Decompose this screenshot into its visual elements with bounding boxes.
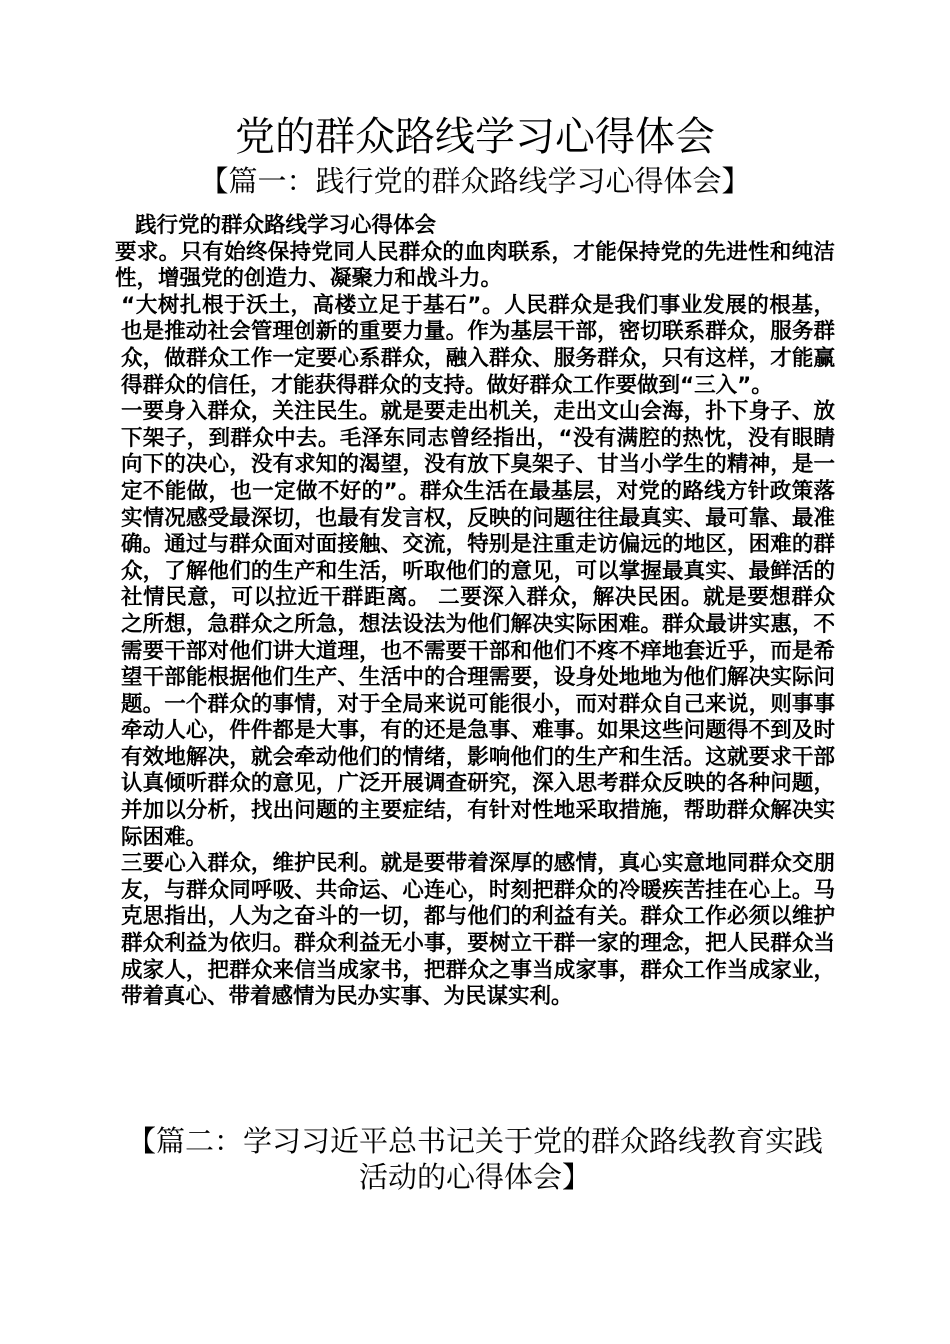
- paragraph-4: 三要心入群众，维护民利。就是要带着深厚的感情，真心实意地同群众交朋友，与群众同呼吸、共命运、心连心，时刻把群众的冷暖疾苦挂在心上。马克思指出，人为之奋斗的一切，都与他们的利益有关。群众工作必须以维护群众利益为依归。群众利益无小事，要树立干群一家的理念，把人民群众当成家人，把群众来信当成家书，把群众之事当成家事，群众工作当成家业，带着真心、带着感情为民办实事、为民谋实利。: [121, 851, 835, 1010]
- paragraph-2: “大树扎根于沃土，高楼立足于基石”。人民群众是我们事业发展的根基，也是推动社会管理创新的重要力量。作为基层干部，密切联系群众，服务群众，做群众工作一定要心系群众，融入群众、服务群众，只有这样，才能赢得群众的信任，才能获得群众的支持。做好群众工作要做到“三入”。: [121, 292, 835, 398]
- paragraph-1: 要求。只有始终保持党同人民群众的血肉联系，才能保持党的先进性和纯洁性，增强党的创造力、凝聚力和战斗力。: [115, 239, 835, 292]
- paragraph-3: 一要身入群众，关注民生。就是要走出机关，走出文山会海，扑下身子、放下架子，到群众中去。毛泽东同志曾经指出，“没有满腔的热忱，没有眼睛向下的决心，没有求知的渴望，没有放下臭架子、甘当小学生的精神，是一定不能做，也一定做不好的”。群众生活在最基层，对党的路线方针政策落实情况感受最深切，也最有发言权，反映的问题往往最真实、最可靠、最准确。通过与群众面对面接触、交流，特别是注重走访偏远的地区，困难的群众，了解他们的生产和生活，听取他们的意见，可以掌握最真实、最鲜活的社情民意，可以拉近干群距离。 二要深入群众，解决民困。就是要想群众之所想，急群众之所急，想法设法为他们解决实际困难。群众最讲实惠，不需要干部对他们讲大道理，也不需要干部和他们不疼不痒地套近乎，而是希望干部能根据他们生产、生活中的合理需要，设身处地地为他们解决实际问题。一个群众的事情，对于全局来说可能很小，而对群众自己来说，则事事牵动人心，件件都是大事，有的还是急事、难事。如果这些问题得不到及时有效地解决，就会牵动他们的情绪，影响他们的生产和生活。这就要求干部认真倾听群众的意见，广泛开展调查研究，深入思考群众反映的各种问题，并加以分析，找出问题的主要症结，有针对性地采取措施，帮助群众解决实际困难。: [121, 399, 835, 850]
- article-body: [115, 213, 835, 1011]
- section-1-title: 【篇一：践行党的群众路线学习心得体会】: [199, 164, 751, 198]
- section-2-title: 【篇二：学习习近平总书记关于党的群众路线教育实践活动的心得体会】: [126, 1124, 823, 1194]
- article-heading: 践行党的群众路线学习心得体会: [135, 213, 437, 238]
- document-title: 党的群众路线学习心得体会: [235, 114, 715, 160]
